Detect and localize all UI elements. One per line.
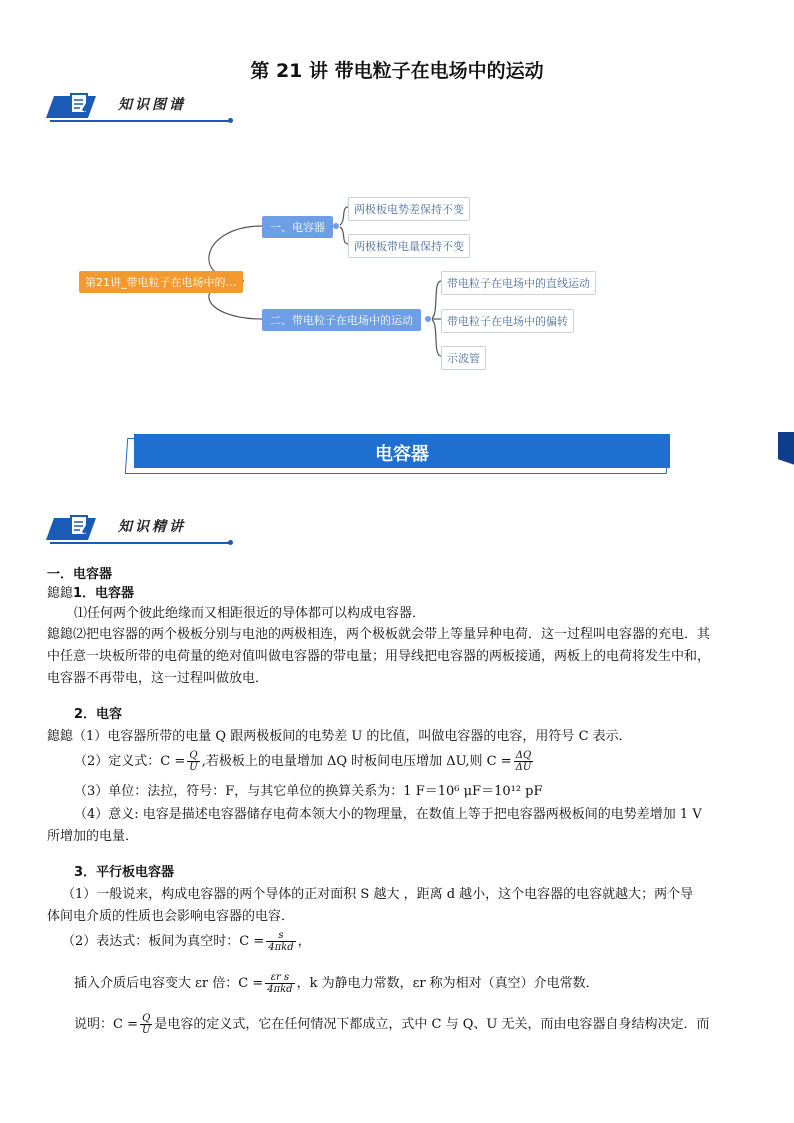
- formula-line: [62, 930, 754, 953]
- paragraph: （3）单位：法拉，符号：F，与其它单位的换算关系为：1 F＝10⁶ μF＝10¹² pF: [74, 784, 543, 799]
- paragraph-text: （1）电容器所带的电量 Q 跟两极板间的电势差 U 的比值，叫做电容器的电容，用符号 C 表示．: [73, 729, 632, 744]
- paragraph-text: ⑵把电容器的两个极板分别与电池的两极相连，两个极板就会带上等量异种电荷．这一过程叫电容器的充电．其: [73, 627, 711, 642]
- mindmap-branch-motion[interactable]: 二、带电粒子在电场中的运动: [262, 309, 421, 331]
- section-header-map: [50, 90, 240, 126]
- paragraph: （4）意义: 电容是描述电容器储存电荷本领大小的物理量，在数值上等于把电容器两极板间的电势差增加 1 V: [74, 807, 702, 822]
- text: 说明：C =: [74, 1017, 138, 1032]
- subheading-1: [47, 583, 752, 605]
- subheading-3: 3．平行板电容器: [74, 865, 175, 880]
- text: ，k 为静电力常数，εr 称为相对（真空）介电常数．: [296, 976, 599, 991]
- mindmap-leaf[interactable]: 示波管: [441, 346, 486, 370]
- subheading-text: 1．电容器: [73, 586, 135, 601]
- garbled-prefix: 鎴鎴: [47, 729, 74, 744]
- fraction: $\frac{\Delta Q}{\Delta U}$: [515, 750, 532, 773]
- formula-line: [74, 1013, 754, 1036]
- mindmap-leaf[interactable]: 带电粒子在电场中的直线运动: [441, 271, 596, 295]
- fraction: $\frac{Q}{U}$: [141, 1013, 151, 1036]
- section-header-lecture: [50, 512, 240, 548]
- paragraph: [47, 624, 752, 646]
- formula-line: [74, 972, 754, 995]
- paragraph-line: 电容器不再带电，这一过程叫做放电．: [47, 671, 269, 686]
- mindmap-leaf[interactable]: 两极板带电量保持不变: [348, 234, 470, 258]
- paragraph-line: 所增加的电量．: [47, 829, 139, 844]
- fraction: $\frac{\text{εr s}}{\text{4πkd}}$: [267, 972, 293, 995]
- paragraph: ⑴任何两个彼此绝缘而又相距很近的导体都可以构成电容器．: [74, 606, 426, 621]
- text: ,若极板上的电量增加 ΔQ 时板间电压增加 ΔU,则 C =: [201, 754, 512, 769]
- paragraph: （1）一般说来，构成电容器的两个导体的正对面积 S 越大 ，距离 d 越小，这个电容器的电容就越大；两个导: [62, 887, 694, 902]
- text: （2）表达式：板间为真空时：C =: [62, 934, 265, 949]
- text: （2）定义式：C =: [74, 754, 186, 769]
- mindmap-leaf[interactable]: 带电粒子在电场中的偏转: [441, 309, 574, 333]
- mindmap-branch-capacitor[interactable]: 一、电容器: [262, 216, 333, 238]
- note-edit-icon: [68, 512, 94, 538]
- garbled-prefix: 鎴鎴: [47, 586, 74, 601]
- section-header-text: 知识精讲: [118, 519, 186, 535]
- mindmap-leaf[interactable]: 两极板电势差保持不变: [348, 197, 470, 221]
- section-banner: [126, 432, 674, 472]
- mindmap-root[interactable]: 第21讲_带电粒子在电场中的…: [79, 271, 243, 293]
- heading-capacitor: 一．电容器: [47, 567, 113, 582]
- formula-line: [74, 750, 754, 773]
- page-title: 第 21 讲 带电粒子在电场中的运动: [250, 60, 544, 82]
- section-header-text: 知识图谱: [118, 97, 186, 113]
- text: ，: [297, 934, 311, 949]
- paragraph-line: 体间电介质的性质也会影响电容器的电容．: [47, 909, 295, 924]
- banner-title: 电容器: [375, 444, 429, 465]
- note-edit-icon: [68, 90, 94, 116]
- paragraph-line: 中任意一块板所带的电荷量的绝对值叫做电容器的带电量；用导线把电容器的两板接通，两板上的电荷将发生中和，: [47, 649, 711, 664]
- fraction: $\frac{s}{\text{4πkd}}$: [268, 930, 294, 953]
- subheading-2: 2．电容: [74, 707, 123, 722]
- text: 插入介质后电容变大 εr 倍：C =: [74, 976, 264, 991]
- garbled-prefix: 鎴鎴: [47, 627, 74, 642]
- paragraph: [47, 726, 752, 748]
- fraction: $\frac{Q}{U}$: [189, 750, 198, 773]
- text: 是电容的定义式，它在任何情况下都成立，式中 C 与 Q、U 无关，而由电容器自身结构决定．而: [154, 1017, 710, 1032]
